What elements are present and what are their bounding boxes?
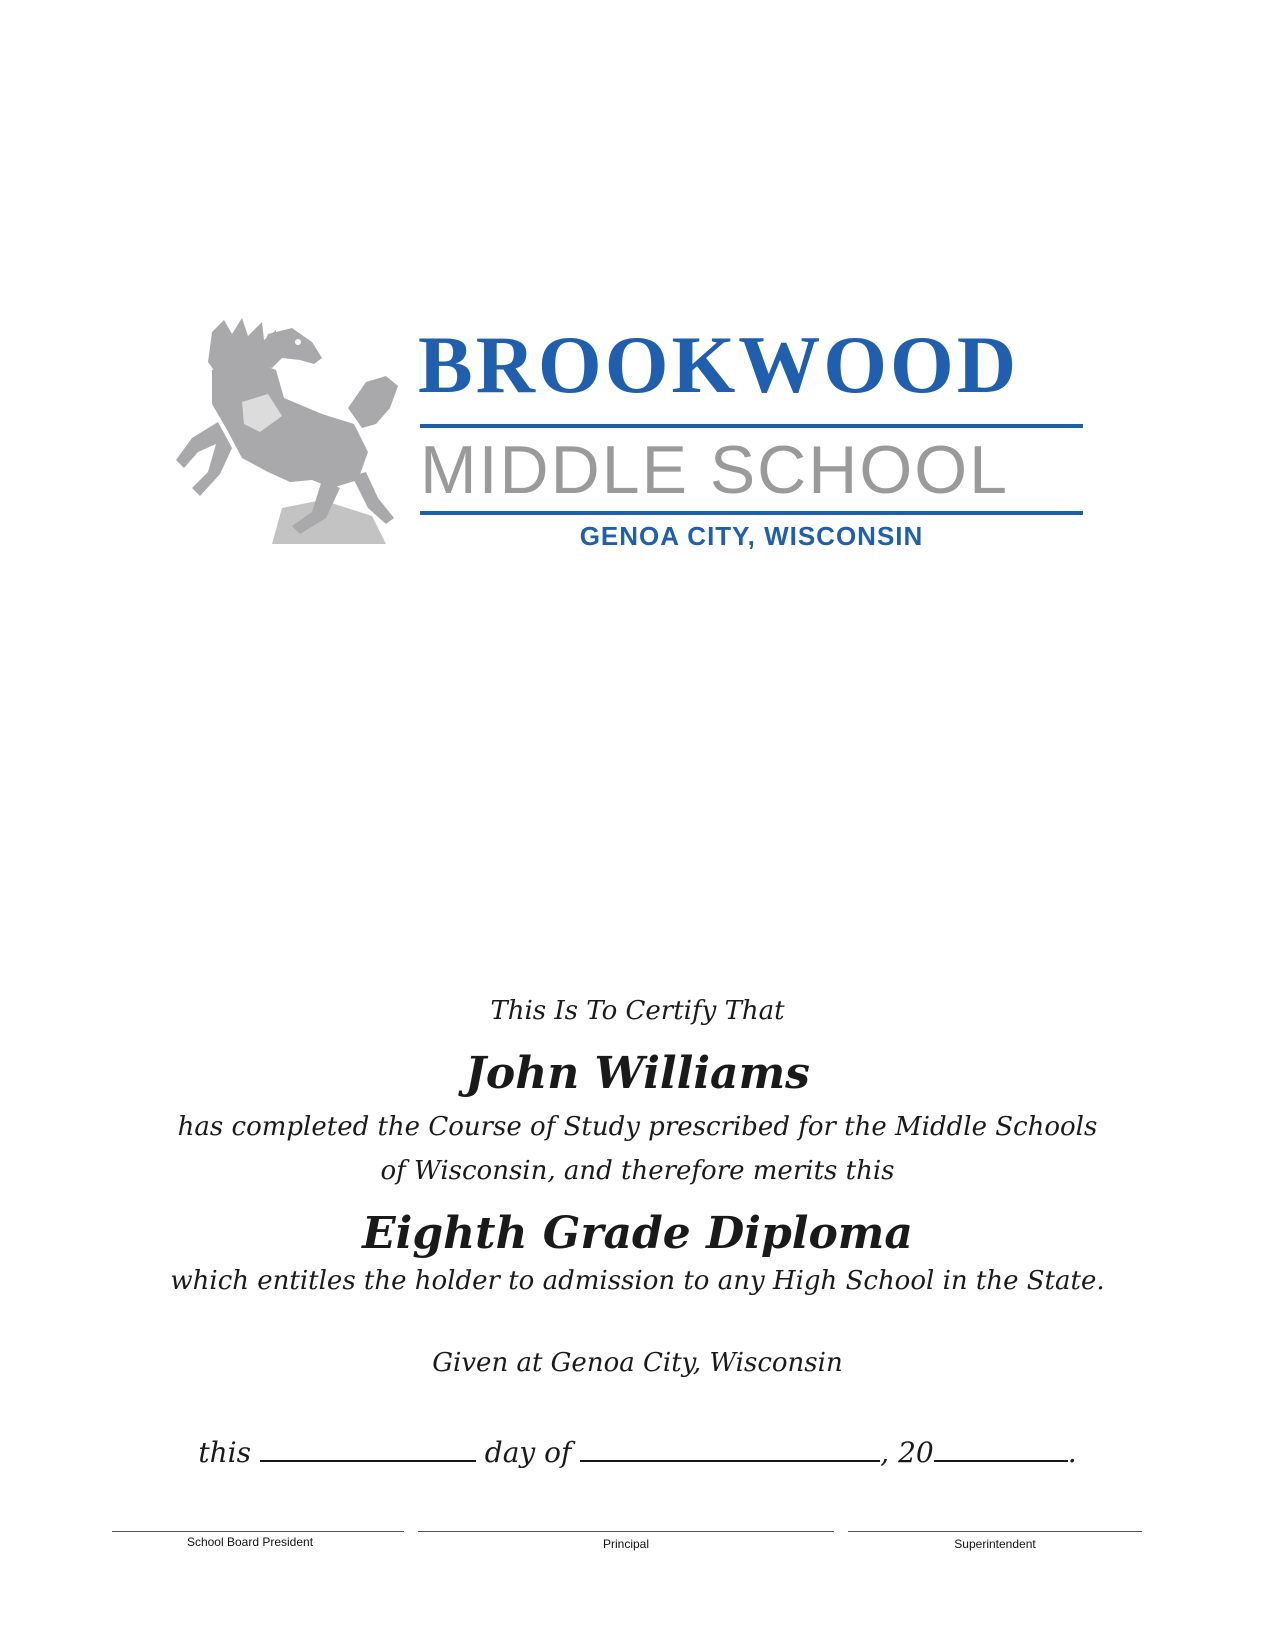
body-line-1: has completed the Course of Study prescribed for the Middle Schools (177, 1112, 1098, 1142)
body-line-2: of Wisconsin, and therefore merits this (380, 1156, 895, 1186)
given-at: Given at Genoa City, Wisconsin (432, 1348, 843, 1378)
award-title: Eighth Grade Diploma (362, 1208, 913, 1259)
certify-intro: This Is To Certify That (490, 996, 785, 1026)
school-name: BROOKWOOD (418, 319, 1020, 410)
day-blank (260, 1438, 476, 1462)
logo-divider-top (420, 424, 1083, 428)
signature-label-principal: Principal (602, 1537, 650, 1551)
signature-line-superintendent (848, 1531, 1142, 1532)
rearing-horse-icon (172, 312, 400, 544)
signature-line-principal (418, 1531, 834, 1532)
date-year-prefix: , 20 (880, 1436, 934, 1469)
month-blank (580, 1438, 880, 1462)
signature-line-board-president (112, 1531, 404, 1532)
school-subtitle: MIDDLE SCHOOL (420, 432, 1009, 508)
date-day-of: day of (484, 1436, 572, 1469)
date-prefix: this (198, 1436, 251, 1469)
logo-divider-bottom (420, 511, 1083, 515)
body-line-3: which entitles the holder to admission to any High School in the State. (170, 1266, 1105, 1296)
date-line (0, 1436, 1275, 1469)
signature-label-board-president: School Board President (186, 1535, 314, 1549)
recipient-name: John Williams (465, 1048, 810, 1099)
signature-label-superintendent: Superintendent (954, 1537, 1036, 1551)
school-location: GENOA CITY, WISCONSIN (579, 521, 924, 551)
year-blank (934, 1438, 1068, 1462)
date-suffix: . (1067, 1436, 1077, 1469)
